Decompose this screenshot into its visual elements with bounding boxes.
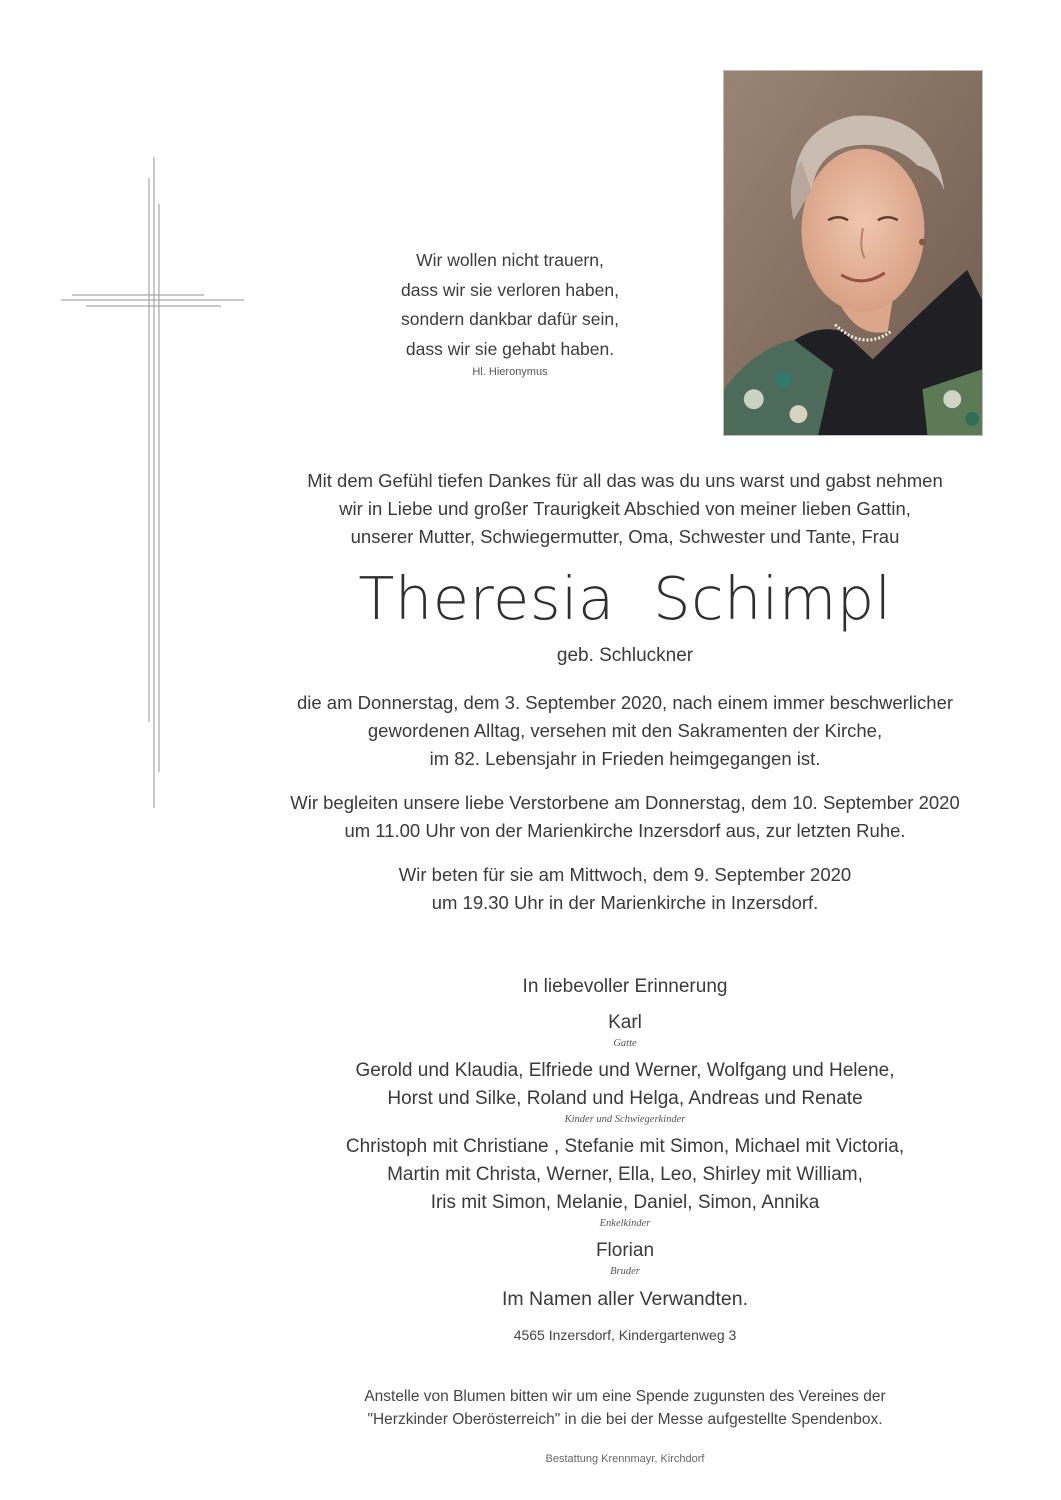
prayer-line: um 19.30 Uhr in der Marienkirche in Inzersdorf. [431, 892, 819, 913]
family-closing: Im Namen aller Verwandten. [501, 1288, 749, 1310]
funeral-info [230, 789, 1020, 845]
intro-line: unserer Mutter, Schwiegermutter, Oma, Schwester und Tante, Frau [350, 526, 900, 547]
quote-line: Wir wollen nicht trauern, [416, 250, 604, 270]
intro-line: wir in Liebe und großer Traurigkeit Abschied von meiner lieben Gattin, [339, 498, 911, 519]
family-role-label: Enkelkinder [599, 1218, 651, 1229]
funeral-line: Wir begleiten unsere liebe Verstorbene am Donnerstag, dem 10. September 2020 [290, 792, 960, 813]
intro-text [230, 467, 1020, 551]
undertaker-credit: Bestattung Krennmayr, Kirchdorf [545, 1453, 705, 1465]
family-role-label: Kinder und Schwiegerkinder [564, 1114, 686, 1125]
cross-icon [0, 0, 260, 830]
maiden-name: geb. Schluckner [556, 645, 694, 666]
family-role-label: Bruder [610, 1266, 640, 1277]
portrait-photo [723, 70, 983, 436]
prayer-line: Wir beten für sie am Mittwoch, dem 9. September 2020 [398, 864, 852, 885]
donation-line: Anstelle von Blumen bitten wir um eine Spende zugunsten des Vereines der [364, 1388, 886, 1405]
family-role-label: Gatte [613, 1038, 637, 1049]
family-children-line: Gerold und Klaudia, Elfriede und Werner, Wolfgang und Helene, [355, 1060, 895, 1081]
family-children-line: Horst und Silke, Roland und Helga, Andreas und Renate [387, 1088, 863, 1109]
death-notice [230, 689, 1020, 773]
death-notice-line: gewordenen Alltag, versehen mit den Sakramenten der Kirche, [367, 720, 883, 741]
family-grandchildren-line: Christoph mit Christiane , Stefanie mit Simon, Michael mit Victoria, [345, 1136, 905, 1157]
quote-line: dass wir sie gehabt haben. [405, 338, 615, 359]
family-section [230, 973, 1020, 1345]
family-address: 4565 Inzersdorf, Kindergartenweg 3 [513, 1327, 737, 1343]
deceased-name: Theresia Schimpl [358, 564, 892, 633]
funeral-line: um 11.00 Uhr von der Marienkirche Inzersdorf aus, zur letzten Ruhe. [344, 820, 906, 841]
donation-note [230, 1385, 1020, 1431]
prayer-info [230, 861, 1020, 917]
death-notice-line: im 82. Lebensjahr in Frieden heimgegangen ist. [429, 748, 821, 769]
intro-line: Mit dem Gefühl tiefen Dankes für all das was du uns warst und gabst nehmen [307, 470, 943, 491]
family-grandchildren-line: Iris mit Simon, Melanie, Daniel, Simon, Annika [430, 1192, 820, 1213]
quote-line: dass wir sie verloren haben, [401, 279, 619, 300]
portrait-illustration [724, 71, 982, 435]
family-spouse: Karl [608, 1012, 642, 1033]
quote-block [330, 246, 690, 380]
donation-line: "Herzkinder Oberösterreich" in die bei der Messe aufgestellte Spendenbox. [367, 1411, 883, 1428]
quote-line: sondern dankbar dafür sein, [401, 309, 619, 329]
family-heading: In liebevoller Erinnerung [522, 976, 728, 997]
family-grandchildren-line: Martin mit Christa, Werner, Ella, Leo, Shirley mit William, [387, 1164, 863, 1185]
quote-author: Hl. Hieronymus [472, 366, 548, 378]
family-brother: Florian [595, 1240, 655, 1261]
death-notice-line: die am Donnerstag, dem 3. September 2020, nach einem immer beschwerlicher [296, 692, 954, 713]
